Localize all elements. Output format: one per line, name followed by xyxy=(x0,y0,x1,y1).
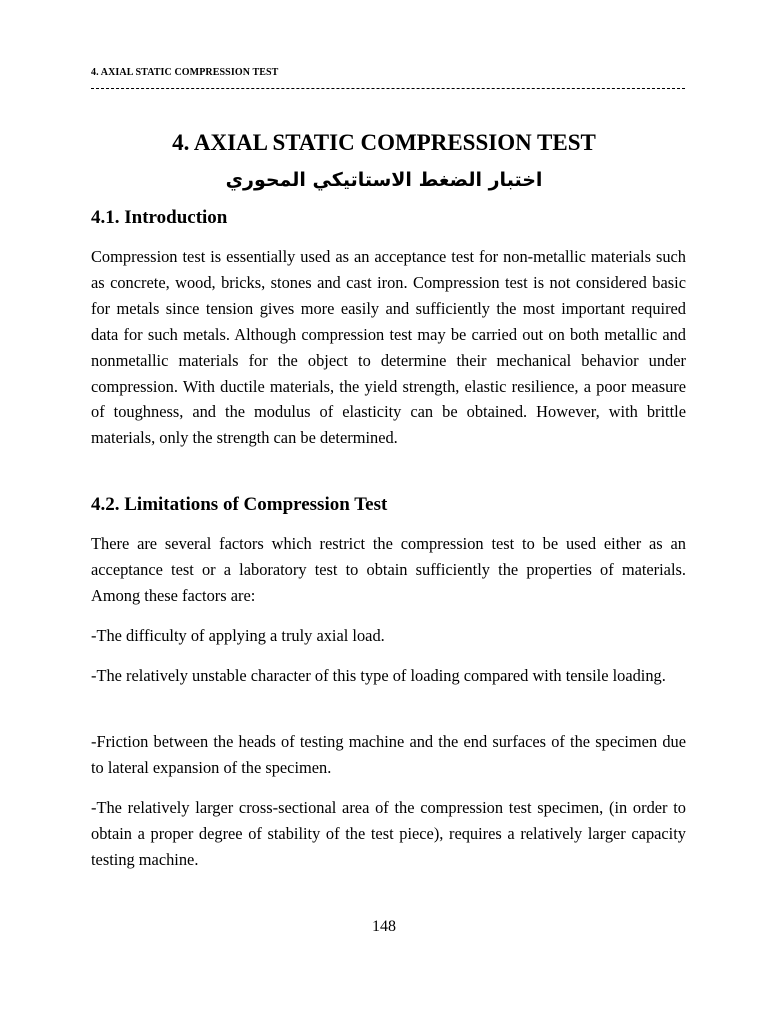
chapter-title: 4. AXIAL STATIC COMPRESSION TEST xyxy=(172,130,596,155)
chapter-arabic-title: اختبار الضغط الاستاتيكي المحوري xyxy=(225,169,543,191)
limitation-item: -Friction between the heads of testing machine and the end surfaces of the specimen due to lateral expansion of the specimen. xyxy=(91,732,686,777)
limitation-item: -The difficulty of applying a truly axial load. xyxy=(91,626,385,645)
section-heading-introduction: 4.1. Introduction xyxy=(91,207,228,228)
header-divider xyxy=(91,88,685,89)
limitation-item: -The relatively larger cross-sectional area of the compression test specimen, (in order to obtain a proper degree of stability of the test piece), requires a relatively larger capacity testing machine. xyxy=(91,798,686,869)
page-number: 148 xyxy=(372,918,396,935)
limitation-item: -The relatively unstable character of this type of loading compared with tensile loading. xyxy=(91,666,666,685)
running-header-title: 4. AXIAL STATIC COMPRESSION TEST xyxy=(91,67,279,78)
limitations-intro-paragraph: There are several factors which restrict the compression test to be used either as an acceptance test or a laboratory test to obtain sufficiently the properties of materials. Among these factors are: xyxy=(91,534,686,605)
section-heading-limitations: 4.2. Limitations of Compression Test xyxy=(91,494,388,515)
introduction-paragraph: Compression test is essentially used as an acceptance test for non-metallic materials such as concrete, wood, bricks, stones and cast iron. Compression test is not considered basic for metals since tension gives more easily and sufficiently the most important required data for such metals. Although compression test may be carried out on both metallic and nonmetallic materials for the object to determine their mechanical behavior under compression. With ductile materials, the yield strength, elastic resilience, a poor measure of toughness, and the modulus of elasticity can be obtained. However, with brittle materials, only the strength can be determined. xyxy=(91,247,686,448)
